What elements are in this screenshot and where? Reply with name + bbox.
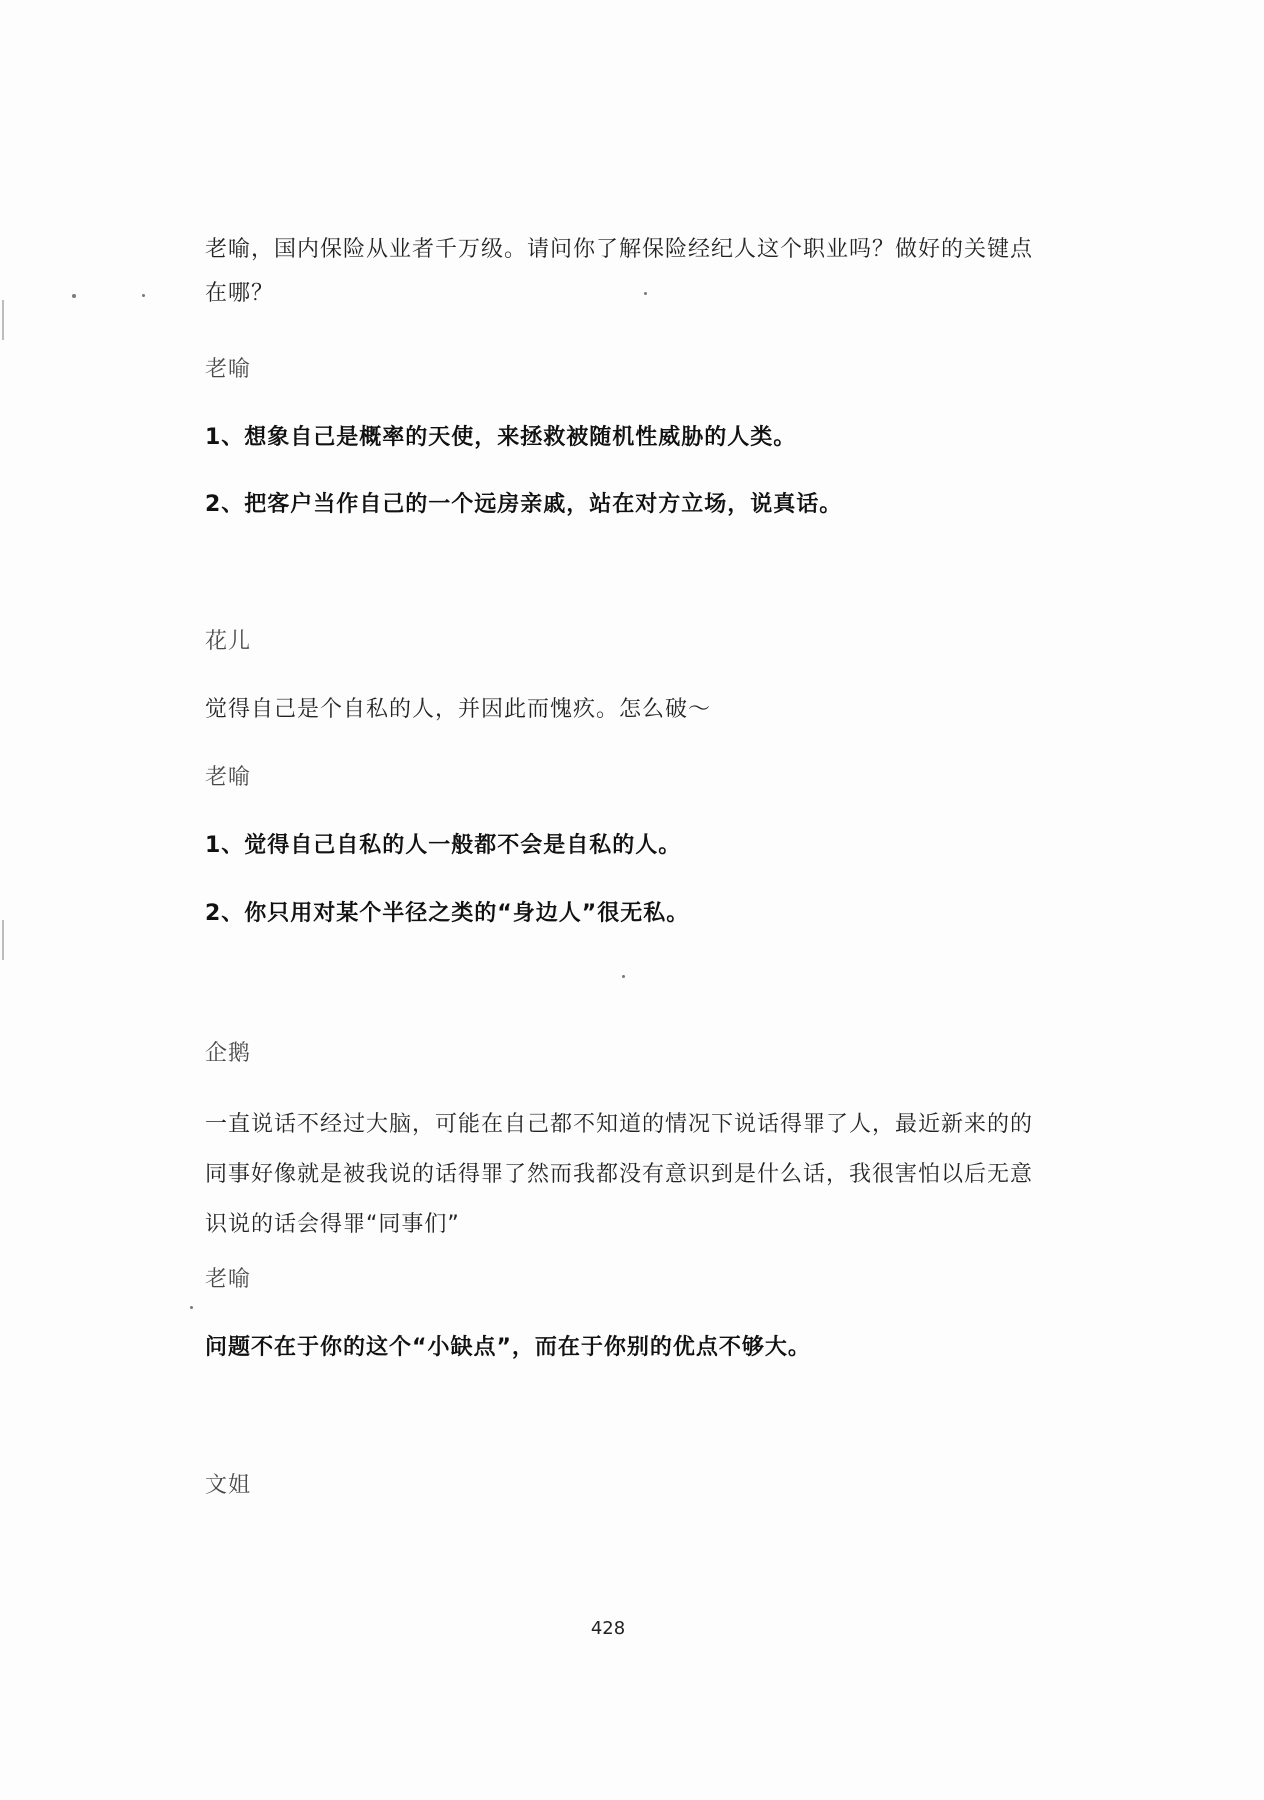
answer-text: 2、你只用对某个半径之类的“身边人”很无私。 — [205, 901, 690, 926]
responder-name: 老喻 — [205, 1267, 252, 1292]
scan-edge-line — [2, 300, 4, 340]
responder-name: 老喻 — [205, 357, 252, 382]
answer-text: 问题不在于你的这个“小缺点”，而在于你别的优点不够大。 — [205, 1335, 811, 1360]
answer-text: 1、想象自己是概率的天使，来拯救被随机性威胁的人类。 — [205, 425, 797, 450]
responder-name: 老喻 — [205, 765, 252, 790]
answer-text: 2、把客户当作自己的一个远房亲戚，站在对方立场，说真话。 — [205, 492, 843, 517]
asker-name: 文姐 — [205, 1473, 252, 1498]
scan-dot — [142, 294, 145, 297]
scan-dot — [72, 294, 76, 298]
answer-text: 1、觉得自己自私的人一般都不会是自私的人。 — [205, 833, 682, 858]
page-number: 428 — [590, 1618, 626, 1639]
scan-edge-line — [2, 920, 4, 960]
scan-dot — [190, 1306, 193, 1309]
question-text: 觉得自己是个自私的人，并因此而愧疚。怎么破～ — [205, 697, 712, 722]
asker-name: 企鹅 — [205, 1041, 252, 1066]
asker-name: 花儿 — [205, 629, 252, 654]
scan-dot — [622, 975, 625, 978]
question-text: 老喻，国内保险从业者千万级。请问你了解保险经纪人这个职业吗？做好的关键点在哪？ — [205, 237, 1034, 306]
question-text: 一直说话不经过大脑，可能在自己都不知道的情况下说话得罪了人，最近新来的的同事好像就是被我说的话得罪了然而我都没有意识到是什么话，我很害怕以后无意识说的话会得罪“同事们” — [205, 1112, 1034, 1237]
